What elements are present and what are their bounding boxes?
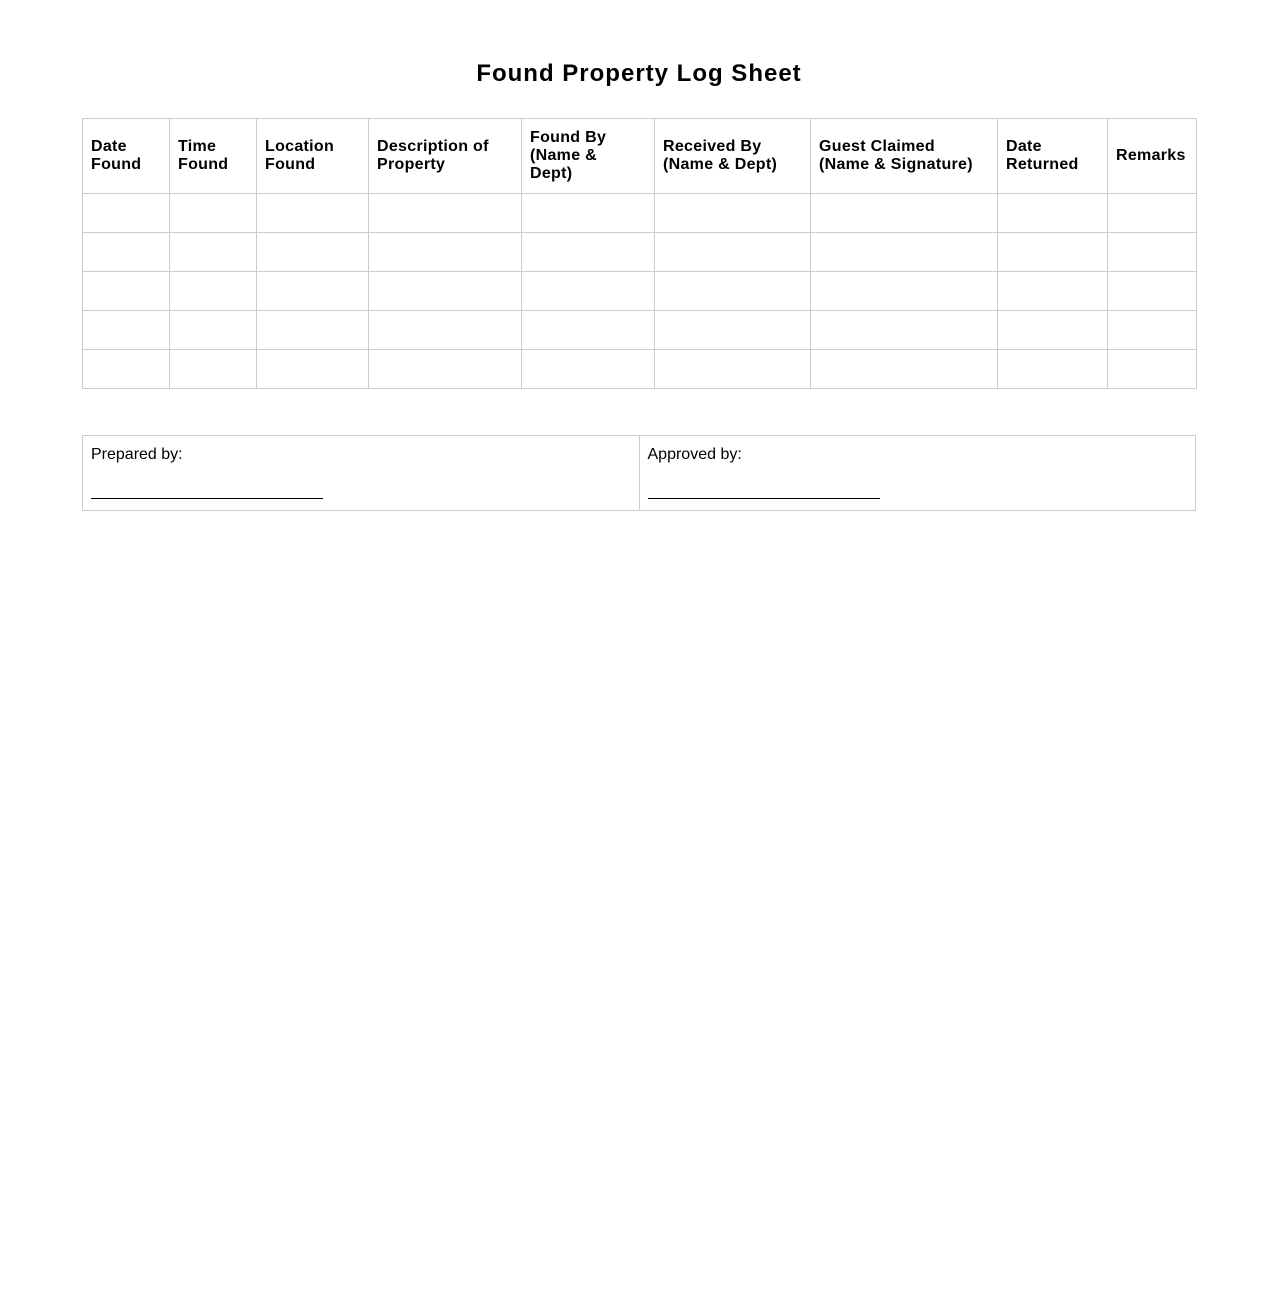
cell-remarks[interactable]	[1108, 233, 1197, 272]
cell-date-returned[interactable]	[998, 233, 1108, 272]
cell-date-found[interactable]	[83, 194, 170, 233]
cell-received-by[interactable]	[655, 311, 811, 350]
cell-date-found[interactable]	[83, 311, 170, 350]
cell-location-found[interactable]	[257, 350, 369, 389]
header-location-found: Location Found	[257, 119, 369, 194]
cell-time-found[interactable]	[170, 233, 257, 272]
header-found-by: Found By (Name & Dept)	[522, 119, 655, 194]
cell-description[interactable]	[369, 350, 522, 389]
approved-by-cell[interactable]	[639, 436, 1196, 511]
cell-date-found[interactable]	[83, 272, 170, 311]
header-description-of-property: Description of Property	[369, 119, 522, 194]
cell-time-found[interactable]	[170, 311, 257, 350]
table-row	[83, 272, 1197, 311]
header-time-found: Time Found	[170, 119, 257, 194]
prepared-by-label: Prepared by:	[91, 446, 183, 463]
cell-description[interactable]	[369, 272, 522, 311]
cell-date-returned[interactable]	[998, 272, 1108, 311]
cell-guest-claimed[interactable]	[811, 194, 998, 233]
cell-description[interactable]	[369, 194, 522, 233]
cell-found-by[interactable]	[522, 311, 655, 350]
table-row	[83, 233, 1197, 272]
cell-found-by[interactable]	[522, 350, 655, 389]
table-header-row	[83, 119, 1197, 194]
cell-found-by[interactable]	[522, 272, 655, 311]
table-body	[83, 194, 1197, 389]
cell-guest-claimed[interactable]	[811, 233, 998, 272]
cell-guest-claimed[interactable]	[811, 311, 998, 350]
cell-found-by[interactable]	[522, 194, 655, 233]
table-row	[83, 311, 1197, 350]
approved-by-label: Approved by:	[647, 446, 742, 463]
prepared-by-cell[interactable]	[83, 436, 640, 511]
cell-received-by[interactable]	[655, 194, 811, 233]
table-row	[83, 350, 1197, 389]
prepared-by-signature-line[interactable]	[91, 498, 323, 499]
cell-location-found[interactable]	[257, 272, 369, 311]
cell-guest-claimed[interactable]	[811, 350, 998, 389]
signature-table	[82, 435, 1196, 511]
header-date-found: Date Found	[83, 119, 170, 194]
cell-location-found[interactable]	[257, 311, 369, 350]
cell-description[interactable]	[369, 311, 522, 350]
cell-date-returned[interactable]	[998, 194, 1108, 233]
signature-row	[83, 436, 1196, 511]
cell-remarks[interactable]	[1108, 350, 1197, 389]
header-received-by: Received By (Name & Dept)	[655, 119, 811, 194]
cell-time-found[interactable]	[170, 194, 257, 233]
cell-time-found[interactable]	[170, 272, 257, 311]
page-title: Found Property Log Sheet	[476, 60, 802, 87]
table-row	[83, 194, 1197, 233]
cell-guest-claimed[interactable]	[811, 272, 998, 311]
cell-location-found[interactable]	[257, 233, 369, 272]
cell-received-by[interactable]	[655, 350, 811, 389]
cell-date-found[interactable]	[83, 350, 170, 389]
cell-description[interactable]	[369, 233, 522, 272]
cell-received-by[interactable]	[655, 233, 811, 272]
cell-date-found[interactable]	[83, 233, 170, 272]
cell-date-returned[interactable]	[998, 350, 1108, 389]
cell-date-returned[interactable]	[998, 311, 1108, 350]
header-guest-claimed: Guest Claimed (Name & Signature)	[811, 119, 998, 194]
header-remarks: Remarks	[1108, 119, 1197, 194]
header-date-returned: Date Returned	[998, 119, 1108, 194]
cell-found-by[interactable]	[522, 233, 655, 272]
cell-location-found[interactable]	[257, 194, 369, 233]
found-property-log-table	[82, 118, 1197, 389]
cell-remarks[interactable]	[1108, 311, 1197, 350]
approved-by-signature-line[interactable]	[648, 498, 880, 499]
cell-received-by[interactable]	[655, 272, 811, 311]
cell-time-found[interactable]	[170, 350, 257, 389]
cell-remarks[interactable]	[1108, 194, 1197, 233]
cell-remarks[interactable]	[1108, 272, 1197, 311]
